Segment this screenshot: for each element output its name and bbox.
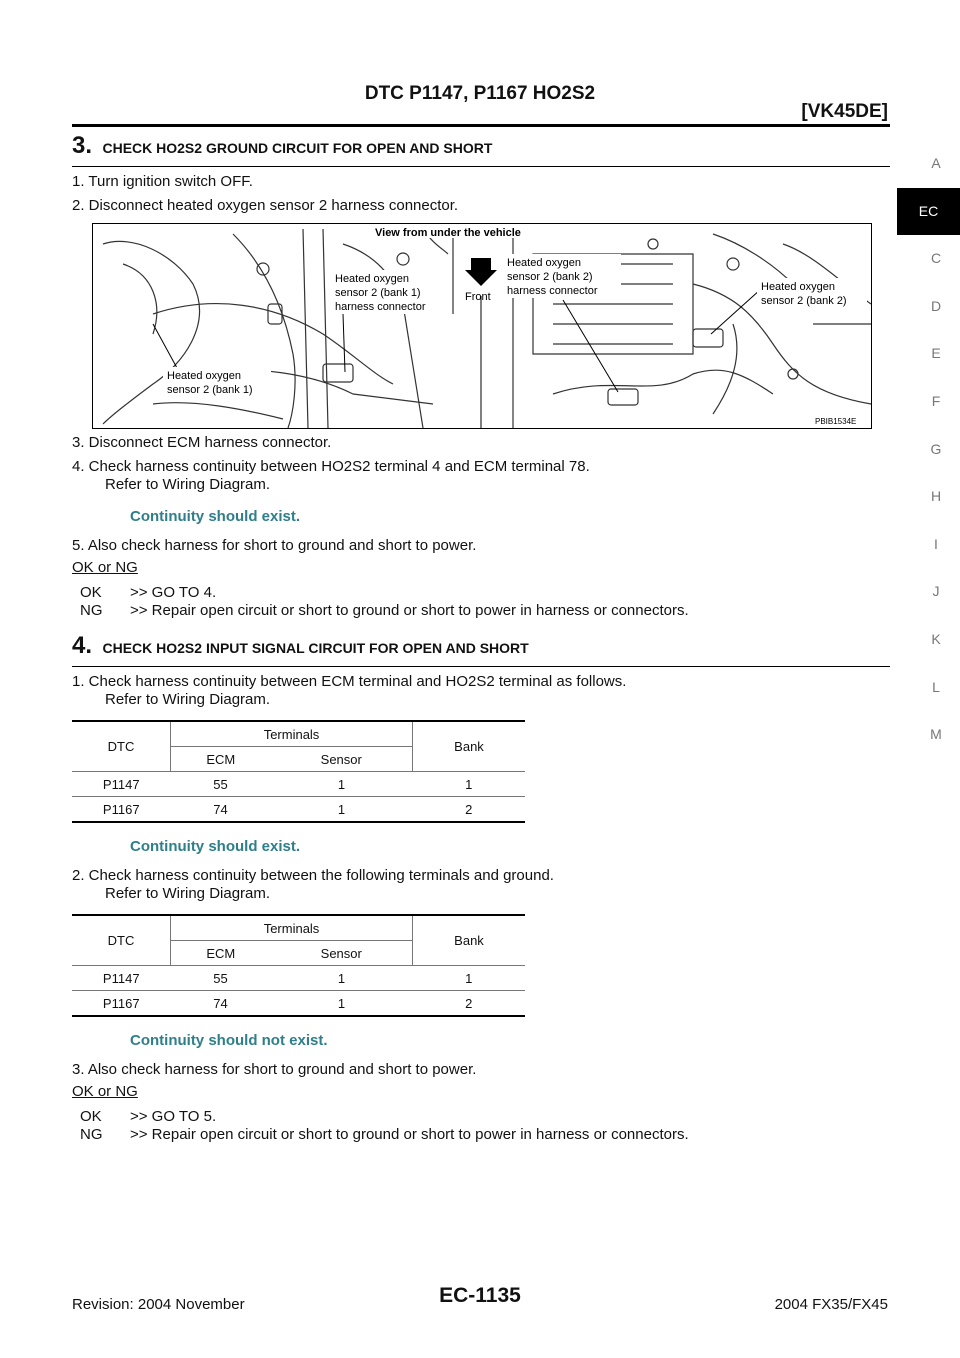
index-tab-ec[interactable]: EC <box>897 188 960 236</box>
col-header-ecm: ECM <box>171 747 271 772</box>
table-row <box>72 772 525 797</box>
page-title: DTC P1147, P1167 HO2S2 <box>364 83 596 104</box>
step4-item-1: 1. Check harness continuity between ECM terminal and HO2S2 terminal as follows. <box>72 673 627 690</box>
cell-bank: 1 <box>413 966 526 991</box>
col-header-dtc: DTC <box>72 915 171 966</box>
bank2-connector-label-2: sensor 2 (bank 2) <box>507 271 593 283</box>
step-3-heading <box>72 132 890 167</box>
step-title: CHECK HO2S2 INPUT SIGNAL CIRCUIT FOR OPEN AND SHORT <box>102 640 529 656</box>
step-4-heading <box>72 632 890 667</box>
page-number: EC-1135 <box>439 1284 521 1307</box>
front-label: Front <box>465 291 491 303</box>
bank1-connector-label-3: harness connector <box>335 301 426 313</box>
step-number: 4. <box>72 632 93 659</box>
bank1-connector-label-1: Heated oxygen <box>335 273 409 285</box>
ng-action: >> Repair open circuit or short to ground or short to power in harness or connectors. <box>130 1126 689 1143</box>
step-number: 3. <box>72 132 93 159</box>
engine-code: [VK45DE] <box>801 101 888 122</box>
col-header-bank: Bank <box>413 721 526 772</box>
ng-action: >> Repair open circuit or short to ground or short to power in harness or connectors. <box>130 602 689 619</box>
col-header-terminals: Terminals <box>171 721 413 747</box>
cell-bank: 2 <box>413 797 526 823</box>
ok-or-ng-label: OK or NG <box>72 1083 138 1100</box>
index-tab-e[interactable]: E <box>931 345 941 362</box>
ok-action[interactable]: >> GO TO 5. <box>130 1108 217 1125</box>
step3-item-1: 1. Turn ignition switch OFF. <box>72 173 253 190</box>
step4-item-2: 2. Check harness continuity between the following terminals and ground. <box>72 867 554 884</box>
index-tab-f[interactable]: F <box>931 392 941 409</box>
col-header-terminals: Terminals <box>171 915 413 941</box>
index-tab-a[interactable]: A <box>931 155 941 171</box>
ok-label: OK <box>80 584 102 601</box>
col-header-sensor: Sensor <box>271 747 413 772</box>
cell-dtc: P1147 <box>72 966 171 991</box>
continuity-requirement: Continuity should exist. <box>130 838 301 855</box>
model-label: 2004 FX35/FX45 <box>774 1296 888 1313</box>
cell-sensor: 1 <box>271 797 413 823</box>
ng-label: NG <box>80 602 103 619</box>
cell-sensor: 1 <box>271 772 413 797</box>
col-header-ecm: ECM <box>171 941 271 966</box>
under-vehicle-illustration <box>93 224 871 428</box>
step3-item-2: 2. Disconnect heated oxygen sensor 2 harness connector. <box>72 197 459 214</box>
figure-code: PBIB1534E <box>815 417 857 426</box>
section-index <box>890 140 960 759</box>
index-tab-g[interactable]: G <box>930 440 942 457</box>
ok-or-ng-label: OK or NG <box>72 559 138 576</box>
index-tab-m[interactable]: M <box>930 726 942 743</box>
continuity-requirement: Continuity should not exist. <box>130 1032 328 1049</box>
col-header-dtc: DTC <box>72 721 171 772</box>
step4-item-2-ref: Refer to Wiring Diagram. <box>105 885 271 902</box>
cell-dtc: P1147 <box>72 772 171 797</box>
step3-item-5: 5. Also check harness for short to ground and short to power. <box>72 537 477 554</box>
col-header-sensor: Sensor <box>271 941 413 966</box>
ok-action[interactable]: >> GO TO 4. <box>130 584 217 601</box>
index-tab-l[interactable]: L <box>932 678 940 695</box>
cell-dtc: P1167 <box>72 991 171 1017</box>
cell-sensor: 1 <box>271 966 413 991</box>
bank1-sensor-label-1: Heated oxygen <box>167 370 241 382</box>
bank1-connector-label-2: sensor 2 (bank 1) <box>335 287 421 299</box>
revision-label: Revision: 2004 November <box>72 1296 245 1313</box>
cell-ecm: 74 <box>171 797 271 823</box>
table-row <box>72 797 525 823</box>
step3-item-4: 4. Check harness continuity between HO2S2 terminal 4 and ECM terminal 78. <box>72 458 590 475</box>
step4-item-3: 3. Also check harness for short to ground and short to power. <box>72 1061 477 1078</box>
col-header-bank: Bank <box>413 915 526 966</box>
table-row <box>72 966 525 991</box>
index-tab-i[interactable]: I <box>934 535 938 552</box>
bank2-connector-label-3: harness connector <box>507 285 598 297</box>
step4-item-1-ref: Refer to Wiring Diagram. <box>105 691 271 708</box>
continuity-requirement: Continuity should exist. <box>130 508 301 525</box>
step-title: CHECK HO2S2 GROUND CIRCUIT FOR OPEN AND SHORT <box>102 140 493 156</box>
cell-bank: 2 <box>413 991 526 1017</box>
step3-item-3: 3. Disconnect ECM harness connector. <box>72 434 332 451</box>
terminal-table-2 <box>72 914 525 1017</box>
ng-label: NG <box>80 1126 103 1143</box>
bank1-sensor-label-2: sensor 2 (bank 1) <box>167 384 253 396</box>
index-tab-h[interactable]: H <box>930 488 942 505</box>
cell-ecm: 55 <box>171 966 271 991</box>
terminal-table-1 <box>72 720 525 823</box>
ok-label: OK <box>80 1108 102 1125</box>
cell-dtc: P1167 <box>72 797 171 823</box>
index-tab-k[interactable]: K <box>931 630 941 647</box>
bank2-sensor-label-1: Heated oxygen <box>761 281 835 293</box>
index-tab-c[interactable]: C <box>930 250 942 267</box>
bank2-connector-label-1: Heated oxygen <box>507 257 581 269</box>
index-tab-j[interactable]: J <box>932 583 940 600</box>
cell-ecm: 55 <box>171 772 271 797</box>
cell-sensor: 1 <box>271 991 413 1017</box>
table-row <box>72 991 525 1017</box>
header-rule <box>72 124 890 127</box>
view-label: View from under the vehicle <box>375 227 521 239</box>
bank2-sensor-label-2: sensor 2 (bank 2) <box>761 295 847 307</box>
index-tab-d[interactable]: D <box>930 297 942 314</box>
cell-ecm: 74 <box>171 991 271 1017</box>
cell-bank: 1 <box>413 772 526 797</box>
step3-item-4-ref: Refer to Wiring Diagram. <box>105 476 271 493</box>
connector-location-figure <box>92 223 872 429</box>
